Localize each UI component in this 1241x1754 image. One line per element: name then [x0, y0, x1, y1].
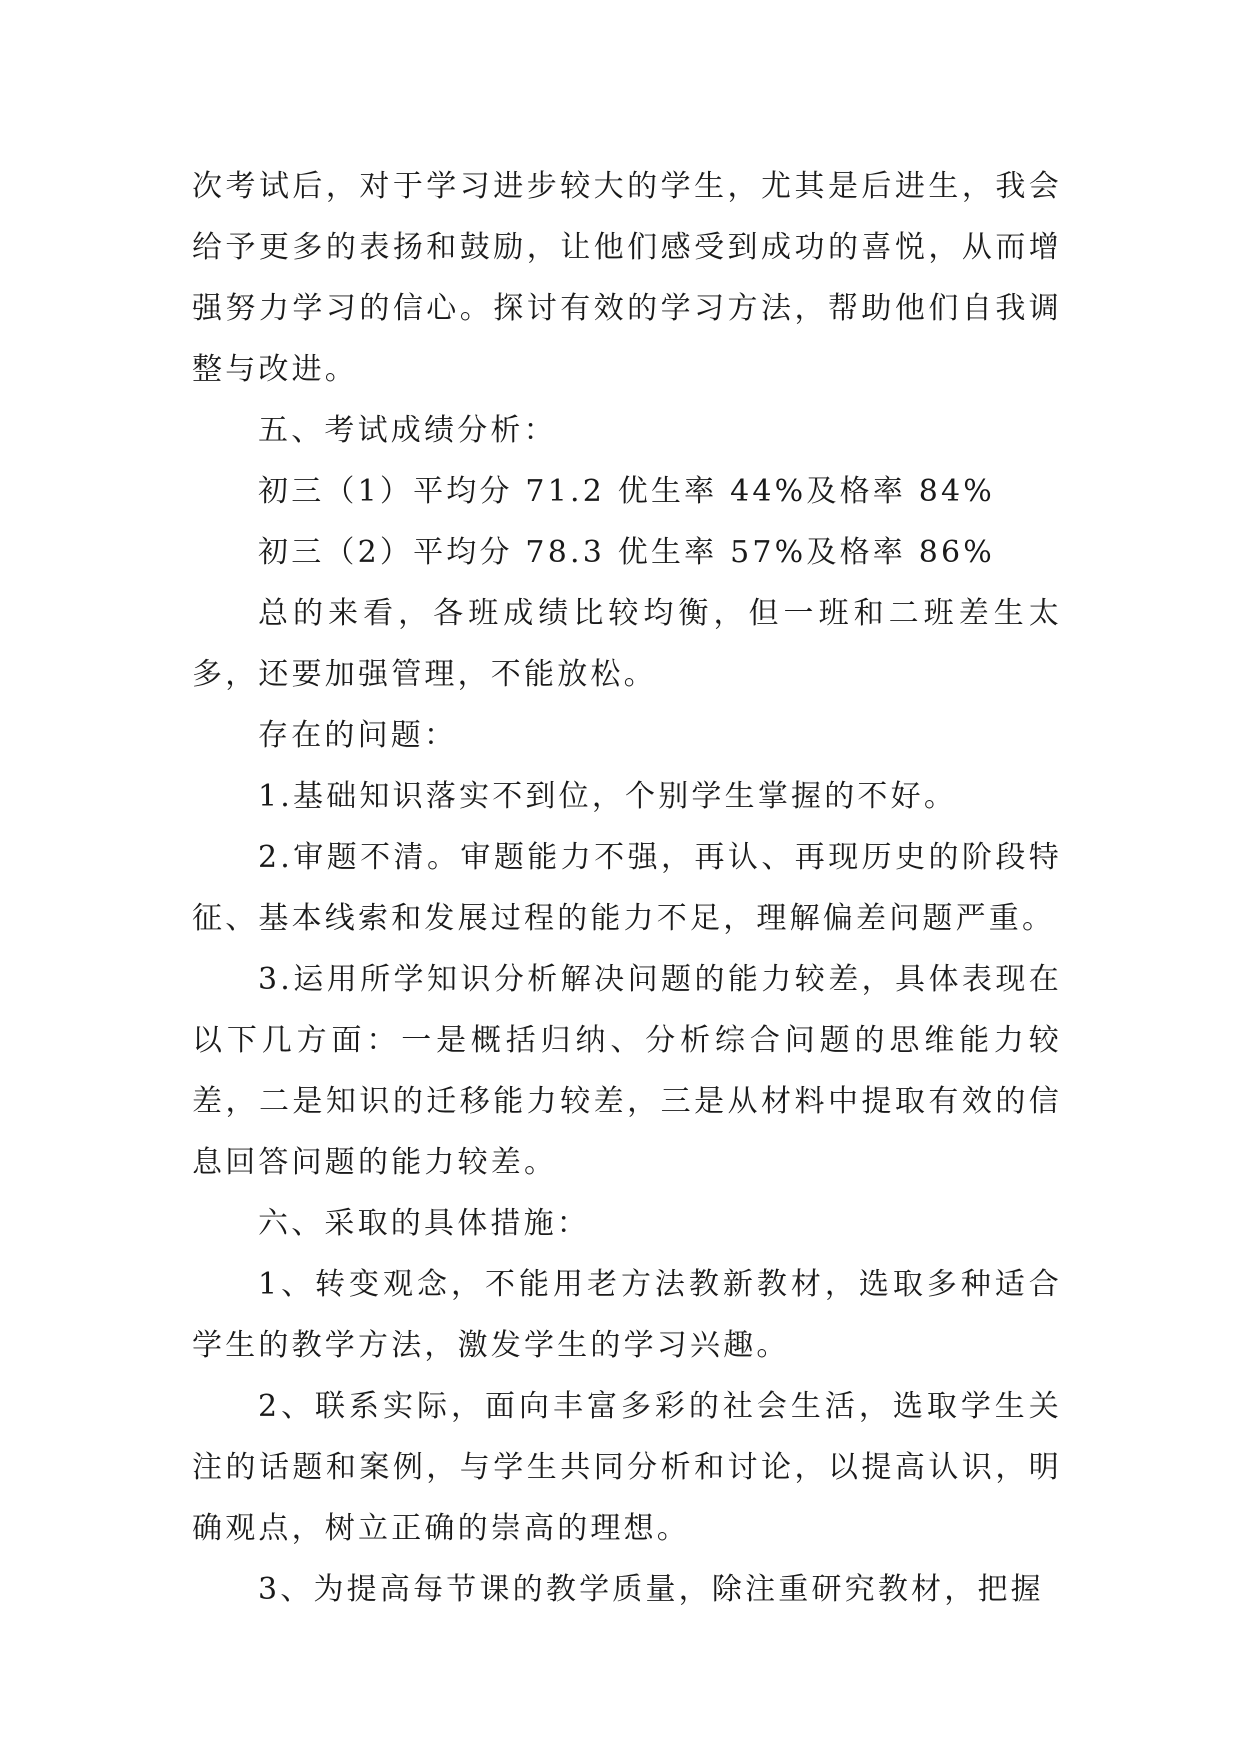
class-1-scores: 初三（1）平均分 71.2 优生率 44%及格率 84% — [258, 474, 995, 509]
problem-item-3: 3.运用所学知识分析解决问题的能力较差，具体表现在以下几方面：一是概括归纳、分析综合问题的思维能力较差，二是知识的迁移能力较差，三是从材料中提取有效的信息回答问题的能力较差。 — [192, 962, 1062, 1180]
problem-item-2: 2.审题不清。审题能力不强，再认、再现历史的阶段特征、基本线索和发展过程的能力不足，理解偏差问题严重。 — [192, 840, 1062, 936]
document-page — [192, 156, 1062, 1620]
section-heading-measures: 六、采取的具体措施： — [258, 1206, 590, 1241]
measure-item-2: 2、联系实际，面向丰富多彩的社会生活，选取学生关注的话题和案例，与学生共同分析和讨论，以提高认识，明确观点，树立正确的崇高的理想。 — [192, 1389, 1062, 1546]
measure-item-1: 1、转变观念，不能用老方法教新教材，选取多种适合学生的教学方法，激发学生的学习兴趣。 — [192, 1267, 1062, 1363]
problem-item-1: 1.基础知识落实不到位，个别学生掌握的不好。 — [258, 779, 958, 814]
section-heading-exam-analysis: 五、考试成绩分析： — [258, 413, 557, 448]
measure-item-3: 3、为提高每节课的教学质量，除注重研究教材，把握 — [258, 1572, 1044, 1607]
overall-summary: 总的来看，各班成绩比较均衡，但一班和二班差生太多，还要加强管理，不能放松。 — [192, 596, 1062, 692]
problems-heading: 存在的问题： — [258, 718, 458, 753]
paragraph-continued: 次考试后，对于学习进步较大的学生，尤其是后进生，我会给予更多的表扬和鼓励，让他们感受到成功的喜悦，从而增强努力学习的信心。探讨有效的学习方法，帮助他们自我调整与改进。 — [192, 169, 1062, 387]
class-2-scores: 初三（2）平均分 78.3 优生率 57%及格率 86% — [258, 535, 995, 570]
